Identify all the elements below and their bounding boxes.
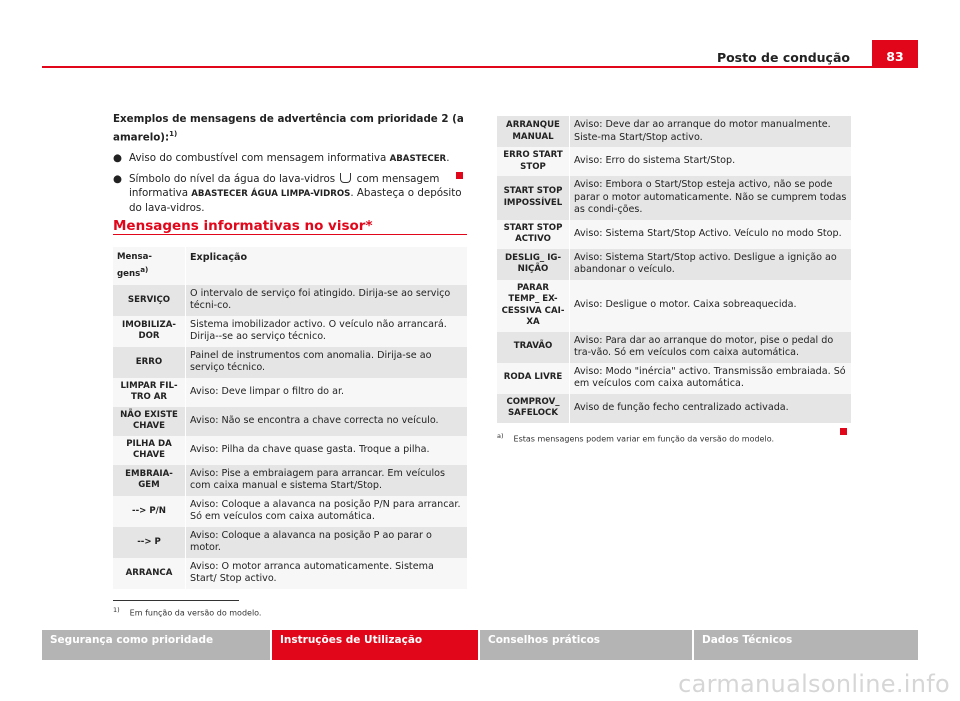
header-rule	[42, 66, 918, 68]
message-explanation: O intervalo de serviço foi atingido. Dirija-se ao serviço técni-co.	[185, 285, 467, 316]
message-explanation: Aviso: Desligue o motor. Caixa sobreaquecida.	[569, 280, 851, 332]
bullet-washer: ● Símbolo do nível da água do lava-vidros com mensagem informativa ABASTECER ÁGUA LIMPA-VIDROS. Abasteça o depósito do lava-vidros.	[113, 173, 462, 215]
table-row	[497, 220, 851, 249]
table-row	[497, 116, 851, 147]
header-explanation: Explicação	[185, 247, 467, 285]
table-row	[113, 558, 467, 589]
message-explanation: Aviso: O motor arranca automaticamente. Sistema Start/ Stop activo.	[185, 558, 467, 589]
message-code: RODA LIVRE	[497, 363, 569, 394]
message-code: START STOP ACTIVO	[497, 220, 569, 249]
message-explanation: Aviso: Embora o Start/Stop esteja activo, não se pode parar o motor automaticamente. Não se cumprem todas as condi-ções.	[569, 176, 851, 220]
washer-fluid-icon	[340, 173, 351, 183]
bullet-dot: ●	[113, 152, 122, 165]
message-code: ARRANCA	[113, 558, 185, 589]
table-row	[497, 394, 851, 423]
page-footnote: $^{1)}$ Em função da versão do modelo.	[113, 606, 262, 618]
messages-table-left	[113, 247, 467, 589]
table-row	[497, 176, 851, 220]
message-explanation: Aviso: Para dar ao arranque do motor, pise o pedal do tra-vão. Só em veículos com caixa automática.	[569, 332, 851, 363]
table-footnote: $^{a)}$ Estas mensagens podem variar em função da versão do modelo.	[497, 432, 774, 444]
table-row	[497, 363, 851, 394]
message-code: SERVIÇO	[113, 285, 185, 316]
table-row	[113, 527, 467, 558]
table-row	[497, 147, 851, 176]
message-explanation: Aviso: Erro do sistema Start/Stop.	[569, 147, 851, 176]
section-heading: Mensagens informativas no visor*	[113, 218, 373, 234]
header-messages: Mensa-gens$^{a)}$	[113, 247, 185, 285]
table-row	[113, 316, 467, 347]
message-code: DESLIG_ IG-NIÇÃO	[497, 249, 569, 280]
table-row	[113, 285, 467, 316]
end-of-section-mark	[456, 172, 463, 179]
message-explanation: Aviso: Deve limpar o filtro do ar.	[185, 378, 467, 407]
table-row	[497, 249, 851, 280]
message-code: --> P/N	[113, 496, 185, 527]
message-explanation: Aviso: Deve dar ao arranque do motor manualmente. Siste-ma Start/Stop activo.	[569, 116, 851, 147]
nav-tab-technical-data[interactable]: Dados Técnicos	[694, 630, 918, 660]
watermark: carmanualsonline.info	[678, 670, 950, 698]
message-explanation: Aviso: Sistema Start/Stop activo. Desligue a ignição ao abandonar o veículo.	[569, 249, 851, 280]
nav-tab-safety[interactable]: Segurança como prioridade	[42, 630, 270, 660]
message-explanation: Sistema imobilizador activo. O veículo não arrancará. Dirija--se ao serviço técnico.	[185, 316, 467, 347]
message-code: NÃO EXISTE CHAVE	[113, 407, 185, 436]
message-explanation: Aviso: Modo "inércia" activo. Transmissão embraiada. Só em veículos com caixa automática.	[569, 363, 851, 394]
message-code: EMBRAIA-GEM	[113, 465, 185, 496]
end-of-section-mark	[840, 428, 847, 435]
bullet-fuel: ● Aviso do combustível com mensagem informativa ABASTECER.	[113, 152, 450, 165]
nav-tab-instructions[interactable]: Instruções de Utilização	[272, 630, 478, 660]
message-code: LIMPAR FIL-TRO AR	[113, 378, 185, 407]
messages-table-right	[497, 116, 851, 423]
message-code: ERRO START STOP	[497, 147, 569, 176]
table-header-row	[113, 247, 467, 285]
message-code: START STOP IMPOSSÍVEL	[497, 176, 569, 220]
bullet-dot: ●	[113, 173, 122, 186]
message-explanation: Aviso: Coloque a alavanca na posição P ao parar o motor.	[185, 527, 467, 558]
message-explanation: Aviso: Coloque a alavanca na posição P/N para arrancar. Só em veículos com caixa automática.	[185, 496, 467, 527]
message-explanation: Aviso: Pise a embraiagem para arrancar. Em veículos com caixa manual e sistema Start/Stop.	[185, 465, 467, 496]
message-code: PARAR TEMP_ EX-CESSIVA CAI-XA	[497, 280, 569, 332]
table-row	[113, 347, 467, 378]
left-column	[113, 112, 467, 215]
message-explanation: Aviso: Não se encontra a chave correcta no veículo.	[185, 407, 467, 436]
message-code: --> P	[113, 527, 185, 558]
table-row	[113, 436, 467, 465]
message-code: COMPROV_ SAFELOCK	[497, 394, 569, 423]
message-explanation: Aviso: Pilha da chave quase gasta. Troque a pilha.	[185, 436, 467, 465]
nav-tab-practical-tips[interactable]: Conselhos práticos	[480, 630, 692, 660]
page-header-title: Posto de condução	[716, 50, 850, 65]
table-row	[113, 465, 467, 496]
table-row	[113, 407, 467, 436]
message-code: ARRANQUE MANUAL	[497, 116, 569, 147]
warning-examples-lead: Exemplos de mensagens de advertência com prioridade 2 (a amarelo):$^{1)}$	[113, 113, 464, 144]
message-code: ERRO	[113, 347, 185, 378]
message-code: IMOBILIZA-DOR	[113, 316, 185, 347]
table-row	[497, 332, 851, 363]
table-row	[113, 496, 467, 527]
message-explanation: Painel de instrumentos com anomalia. Dirija-se ao serviço técnico.	[185, 347, 467, 378]
section-rule	[113, 234, 467, 235]
table-row	[113, 378, 467, 407]
message-code: PILHA DA CHAVE	[113, 436, 185, 465]
message-explanation: Aviso: Sistema Start/Stop Activo. Veículo no modo Stop.	[569, 220, 851, 249]
message-explanation: Aviso de função fecho centralizado activada.	[569, 394, 851, 423]
table-row	[497, 280, 851, 332]
message-code: TRAVÃO	[497, 332, 569, 363]
footnote-rule	[113, 600, 239, 601]
page-number: 83	[872, 40, 918, 68]
